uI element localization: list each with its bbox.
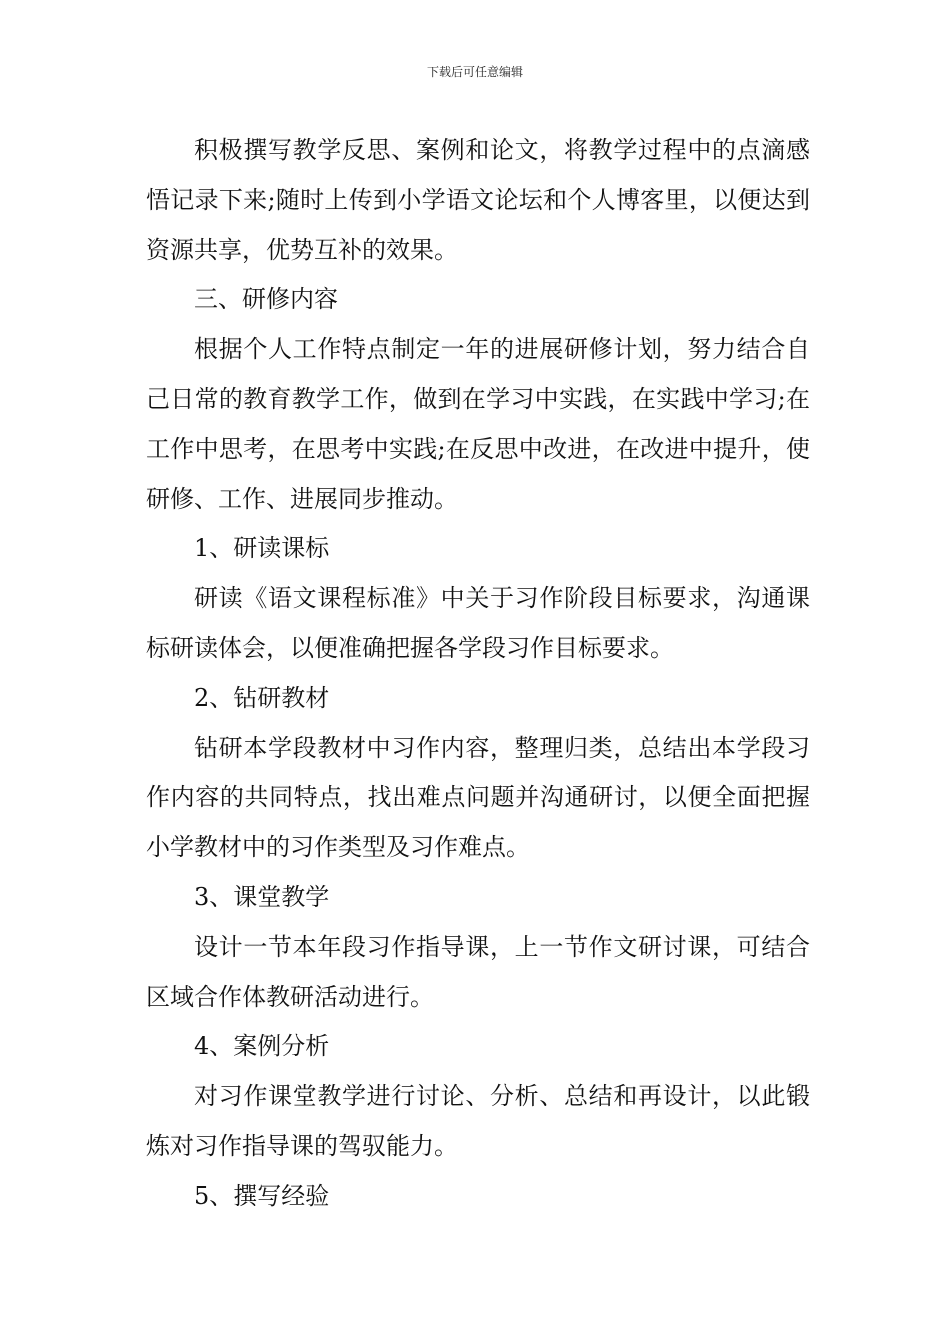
- paragraph-reflection: 积极撰写教学反思、案例和论文，将教学过程中的点滴感悟记录下来;随时上传到小学语文论坛和个人博客里，以便达到资源共享，优势互补的效果。: [146, 136, 810, 264]
- document-body: [146, 126, 810, 1222]
- section-heading-content: 三、研修内容: [194, 285, 338, 314]
- subheading-textbook: 2、钻研教材: [194, 683, 330, 712]
- subheading-case-analysis: 4、案例分析: [194, 1032, 330, 1061]
- paragraph-classroom: 设计一节本年段习作指导课，上一节作文研讨课，可结合区域合作体教研活动进行。: [146, 932, 810, 1011]
- paragraph-case-analysis: 对习作课堂教学进行讨论、分析、总结和再设计，以此锻炼对习作指导课的驾驭能力。: [146, 1082, 810, 1160]
- paragraph-plan: 根据个人工作特点制定一年的进展研修计划，努力结合自己日常的教育教学工作，做到在学习中实践，在实践中学习;在工作中思考，在思考中实践;在反思中改进，在改进中提升，使研修、工作、进展同步推动。: [146, 335, 810, 513]
- subheading-curriculum: 1、研读课标: [194, 534, 330, 563]
- page-header: 下载后可任意编辑: [426, 65, 523, 79]
- paragraph-curriculum: 研读《语文课程标准》中关于习作阶段目标要求，沟通课标研读体会，以便准确把握各学段习作目标要求。: [146, 584, 810, 662]
- subheading-classroom: 3、课堂教学: [194, 882, 330, 911]
- paragraph-textbook: 钻研本学段教材中习作内容，整理归类，总结出本学段习作内容的共同特点，找出难点问题并沟通研讨，以便全面把握小学教材中的习作类型及习作难点。: [146, 733, 810, 862]
- subheading-experience: 5、撰写经验: [194, 1181, 330, 1210]
